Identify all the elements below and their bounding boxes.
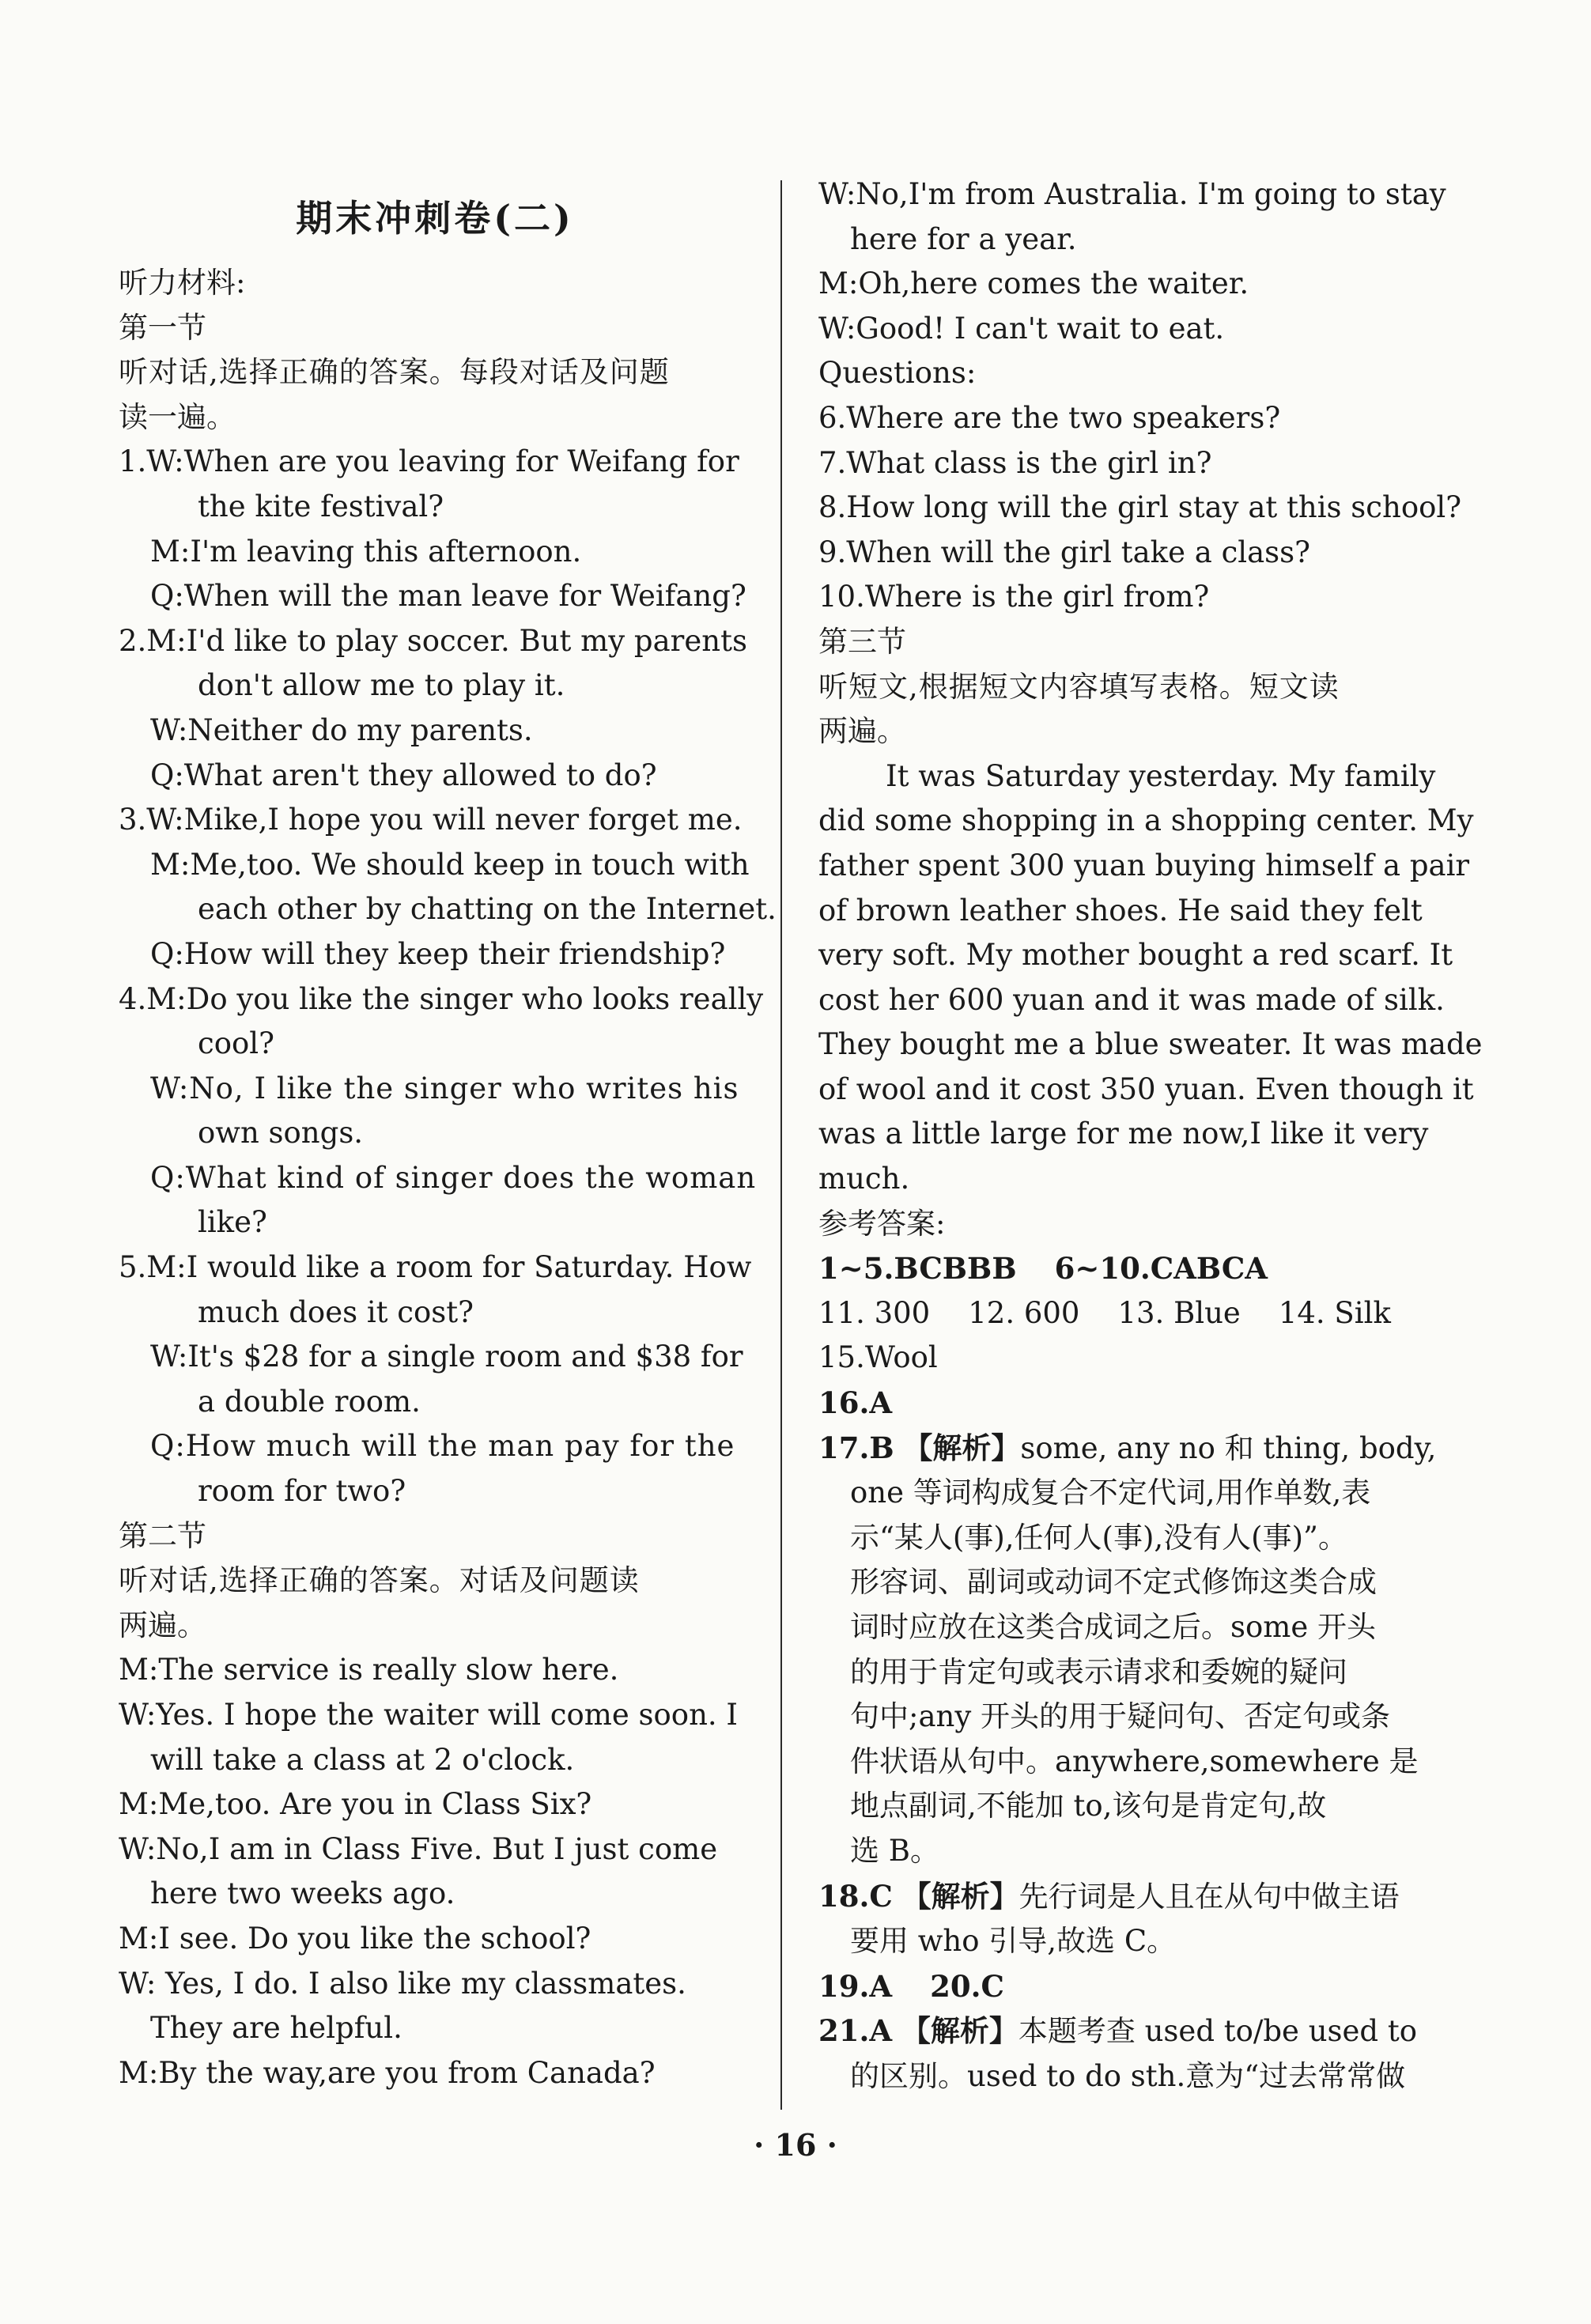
dialogue-line: M:I see. Do you like the school? xyxy=(119,1921,591,1956)
answer-line xyxy=(818,2008,1451,2054)
analysis-line: 句中;any 开头的用于疑问句、否定句或条 xyxy=(850,1699,1391,1734)
dialogue-line: here for a year. xyxy=(850,221,1077,256)
answer-13: 13. Blue xyxy=(1117,1295,1241,1330)
passage-line: It was Saturday yesterday. My family xyxy=(886,758,1436,793)
question-line: 8.How long will the girl stay at this school? xyxy=(818,490,1462,525)
text-line: 听力材料: xyxy=(119,266,246,300)
passage-line: of brown leather shoes. He said they felt xyxy=(818,893,1423,928)
text-line: 两遍。 xyxy=(818,714,906,749)
dialogue-line: W: Yes, I do. I also like my classmates. xyxy=(119,1966,686,2001)
analysis-label: 【解析】 xyxy=(901,1878,1019,1914)
question-line: Q:What kind of singer does the woman xyxy=(150,1160,757,1195)
dialogue-line: M:I'm leaving this afternoon. xyxy=(150,534,582,569)
analysis-line: 词时应放在这类合成词之后。some 开头 xyxy=(850,1610,1377,1644)
text-line: 听对话,选择正确的答案。对话及问题读 xyxy=(119,1563,640,1598)
analysis-text: 本题考查 used to/be used to xyxy=(1018,2014,1418,2049)
question-line: Q:How much will the man pay for the xyxy=(150,1429,735,1464)
answer-12: 12. 600 xyxy=(968,1295,1080,1330)
analysis-line: 要用 who 引导,故选 C。 xyxy=(850,1924,1177,1959)
dialogue-line: W:No, I like the singer who writes his xyxy=(150,1071,739,1105)
passage-line: of wool and it cost 350 yuan. Even though it xyxy=(818,1071,1474,1106)
passage-line: They bought me a blue sweater. It was made xyxy=(818,1027,1483,1062)
answer-line xyxy=(818,1874,1451,1920)
analysis-line: 选 B。 xyxy=(850,1833,939,1868)
answer-17: 17.B xyxy=(818,1430,894,1465)
dialogue-line: cool? xyxy=(198,1026,274,1061)
dialogue-line: W:Neither do my parents. xyxy=(150,712,533,747)
question-line: Q:When will the man leave for Weifang? xyxy=(150,579,746,614)
question-line: 7.What class is the girl in? xyxy=(818,445,1212,480)
dialogue-line: here two weeks ago. xyxy=(150,1876,455,1911)
page-title: 期末冲刺卷(二) xyxy=(296,197,574,240)
analysis-line: 地点副词,不能加 to,该句是肯定句,故 xyxy=(850,1789,1327,1823)
answer-line xyxy=(818,1246,1451,1291)
dialogue-line: each other by chatting on the Internet. xyxy=(198,892,777,927)
analysis-label: 【解析】 xyxy=(901,2013,1018,2049)
analysis-line: 的区别。used to do sth.意为“过去常常做 xyxy=(850,2058,1406,2093)
answer-line xyxy=(818,1291,1451,1336)
text-line: Questions: xyxy=(818,356,977,391)
text-line: 听短文,根据短文内容填写表格。短文读 xyxy=(818,669,1340,704)
dialogue-line: the kite festival? xyxy=(198,489,444,523)
dialogue-line: 4.M:Do you like the singer who looks really xyxy=(119,981,764,1016)
dialogue-line: a double room. xyxy=(198,1384,421,1419)
analysis-text: some, any no 和 thing, body, xyxy=(1020,1430,1437,1465)
dialogue-line: 3.W:Mike,I hope you will never forget me. xyxy=(119,803,743,837)
answer-16: 16.A xyxy=(818,1385,893,1421)
dialogue-line: 5.M:I would like a room for Saturday. How xyxy=(119,1250,752,1285)
dialogue-line: M:Me,too. We should keep in touch with xyxy=(150,847,750,882)
answer-18: 18.C xyxy=(818,1878,893,1914)
dialogue-line: will take a class at 2 o'clock. xyxy=(150,1742,575,1777)
answer-15: 15.Wool xyxy=(818,1340,938,1375)
left-column xyxy=(119,261,777,2095)
analysis-label: 【解析】 xyxy=(903,1430,1021,1465)
dialogue-line: own songs. xyxy=(198,1116,364,1151)
answer-11: 11. 300 xyxy=(818,1295,931,1330)
passage-line: did some shopping in a shopping center. My xyxy=(818,803,1474,838)
page-number: · 16 · xyxy=(754,2127,837,2163)
dialogue-line: M:Oh,here comes the waiter. xyxy=(818,266,1249,301)
question-line: Q:What aren't they allowed to do? xyxy=(150,758,657,792)
passage-line: very soft. My mother bought a red scarf. It xyxy=(818,938,1453,973)
section-heading: 第三节 xyxy=(818,624,906,659)
dialogue-line: M:Me,too. Are you in Class Six? xyxy=(119,1787,592,1822)
dialogue-line: 1.W:When are you leaving for Weifang for xyxy=(119,444,739,479)
text-line: 读一遍。 xyxy=(119,399,236,434)
answer-line xyxy=(818,1964,1451,2009)
analysis-line: 形容词、副词或动词不定式修饰这类合成 xyxy=(850,1565,1377,1600)
answer-6-10: 6~10.CABCA xyxy=(1054,1251,1268,1287)
answer-20: 20.C xyxy=(930,1968,1004,2004)
question-line: room for two? xyxy=(198,1474,406,1509)
dialogue-line: M:By the way,are you from Canada? xyxy=(119,2055,656,2090)
section-heading: 第一节 xyxy=(119,310,206,345)
question-line: Q:How will they keep their friendship? xyxy=(150,936,726,971)
question-line: 10.Where is the girl from? xyxy=(818,580,1210,614)
section-heading: 第二节 xyxy=(119,1518,206,1553)
dialogue-line: W:Good! I can't wait to eat. xyxy=(818,311,1225,346)
dialogue-line: much does it cost? xyxy=(198,1294,474,1329)
dialogue-line: W:No,I am in Class Five. But I just come xyxy=(119,1831,718,1866)
passage-line: cost her 600 yuan and it was made of silk. xyxy=(818,982,1445,1017)
text-line: 两遍。 xyxy=(119,1608,206,1642)
dialogue-line: don't allow me to play it. xyxy=(198,668,565,703)
question-line: 9.When will the girl take a class? xyxy=(818,535,1310,569)
passage-line: was a little large for me now,I like it very xyxy=(818,1117,1429,1151)
dialogue-line: 2.M:I'd like to play soccer. But my parents xyxy=(119,623,747,658)
analysis-line: 件状语从句中。anywhere,somewhere 是 xyxy=(850,1744,1419,1778)
dialogue-line: W:No,I'm from Australia. I'm going to stay xyxy=(818,177,1446,211)
passage-line: father spent 300 yuan buying himself a pair xyxy=(818,848,1470,882)
question-line: like? xyxy=(198,1205,267,1240)
answer-21: 21.A xyxy=(818,2013,893,2049)
answer-14: 14. Silk xyxy=(1278,1295,1391,1330)
answer-line xyxy=(818,1426,1451,1472)
dialogue-line: M:The service is really slow here. xyxy=(119,1653,619,1687)
dialogue-line: They are helpful. xyxy=(150,2011,402,2046)
column-divider xyxy=(780,180,782,2110)
analysis-line: 的用于肯定句或表示请求和委婉的疑问 xyxy=(850,1654,1347,1689)
text-line: 听对话,选择正确的答案。每段对话及问题 xyxy=(119,355,670,390)
passage-line: much. xyxy=(818,1162,910,1196)
question-line: 6.Where are the two speakers? xyxy=(818,400,1281,435)
analysis-line: 示“某人(事),任何人(事),没有人(事)”。 xyxy=(850,1520,1347,1555)
dialogue-line: W:Yes. I hope the waiter will come soon. I xyxy=(119,1698,739,1732)
analysis-line: one 等词构成复合不定代词,用作单数,表 xyxy=(850,1476,1371,1510)
dialogue-line: W:It's $28 for a single room and $38 for xyxy=(150,1340,743,1374)
analysis-text: 先行词是人且在从句中做主语 xyxy=(1018,1879,1400,1914)
answer-1-5: 1~5.BCBBB xyxy=(818,1251,1017,1287)
right-column xyxy=(818,172,1483,2099)
answers-heading: 参考答案: xyxy=(818,1206,946,1241)
answer-19: 19.A xyxy=(818,1968,893,2004)
